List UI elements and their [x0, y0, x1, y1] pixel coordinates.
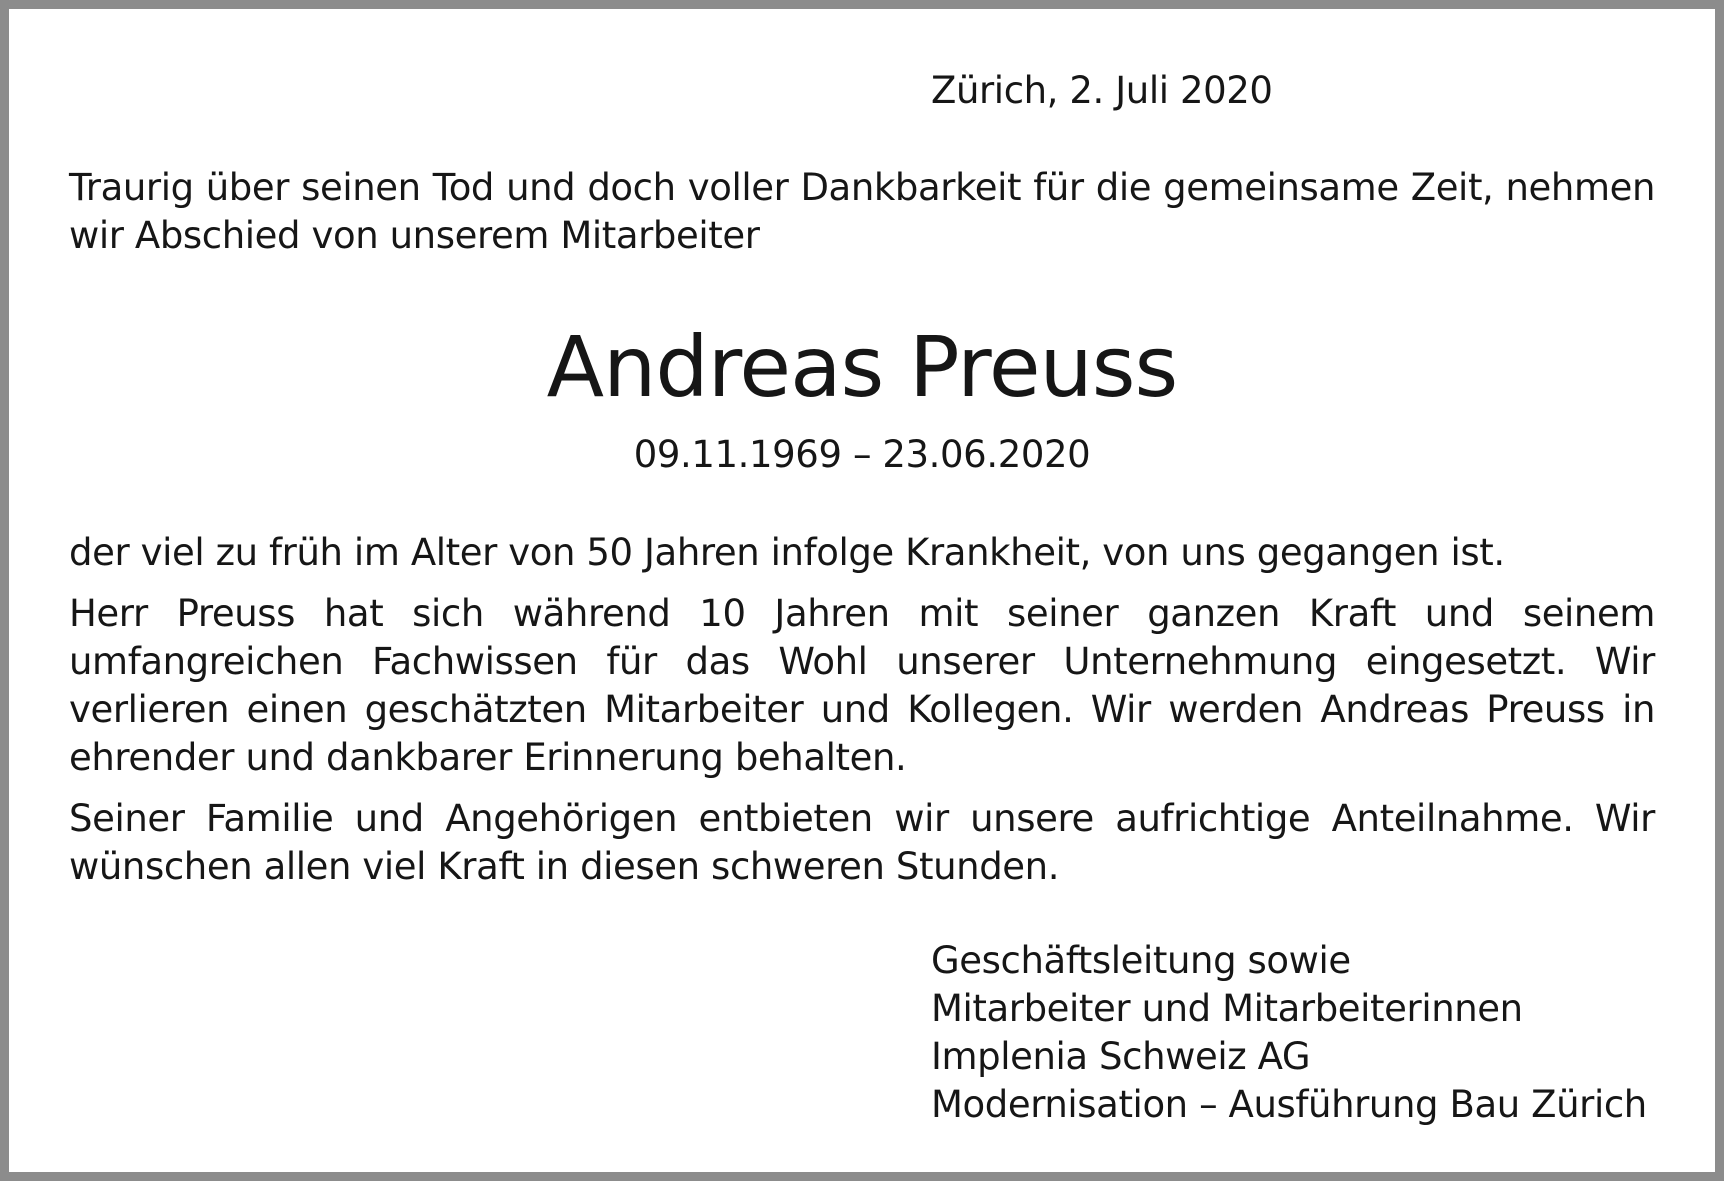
body-paragraph: der viel zu früh im Alter von 50 Jahren infolge Krankheit, von uns gegangen ist. — [69, 531, 1505, 574]
signature-line: Mitarbeiter und Mitarbeiterinnen — [931, 987, 1523, 1030]
body-paragraph: Seiner Familie und Angehörigen entbieten wir unsere aufrichtige Anteilnahme. Wir wünschen allen viel Kraft in diesen schweren Stunden. — [69, 797, 1655, 888]
date-line: Zürich, 2. Juli 2020 — [931, 69, 1273, 112]
intro-text: Traurig über seinen Tod und doch voller Dankbarkeit für die gemeinsame Zeit, nehmen wir Abschied von unserem Mitarbeiter — [69, 166, 1655, 257]
signature-block — [931, 937, 1647, 1129]
notice-body — [69, 529, 1655, 904]
signature-line: Geschäftsleitung sowie — [931, 939, 1351, 982]
signature-line: Modernisation – Ausführung Bau Zürich — [931, 1083, 1647, 1126]
body-paragraph: Herr Preuss hat sich während 10 Jahren mit seiner ganzen Kraft und seinem umfangreichen Fachwissen für das Wohl unserer Unternehmung eingesetzt. Wir verlieren einen geschätzten Mitarbeiter und Kollegen. Wir werden Andreas Preuss in ehrender und dankbarer Erinnerung behalten. — [69, 592, 1655, 779]
signature-line: Implenia Schweiz AG — [931, 1035, 1311, 1078]
life-dates: 09.11.1969 – 23.06.2020 — [633, 433, 1091, 476]
deceased-name: Andreas Preuss — [546, 318, 1178, 416]
